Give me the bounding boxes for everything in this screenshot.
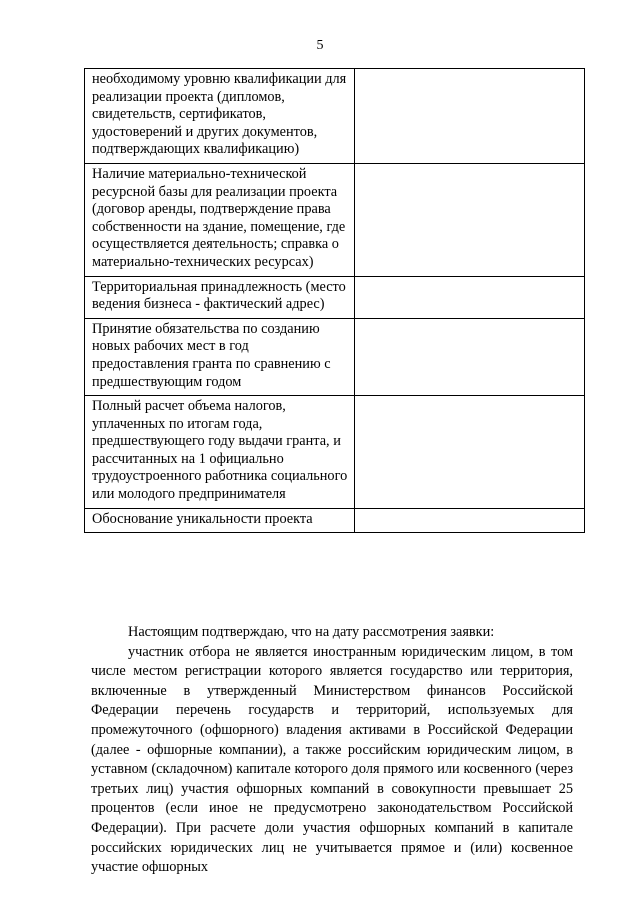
row-value-tax-calculation[interactable] <box>355 396 585 509</box>
table-row <box>85 318 585 395</box>
row-label-territorial-affiliation: Территориальная принадлежность (место ведения бизнеса - фактический адрес) <box>85 276 355 318</box>
row-value-territorial-affiliation[interactable] <box>355 276 585 318</box>
row-label-new-jobs-commitment: Принятие обязательства по созданию новых рабочих мест в год предоставления гранта по сравнению с предшествующим годом <box>85 318 355 395</box>
application-form-table <box>84 68 585 533</box>
row-value-new-jobs-commitment[interactable] <box>355 318 585 395</box>
row-value-project-uniqueness[interactable] <box>355 508 585 533</box>
confirmation-intro: Настоящим подтверждаю, что на дату рассмотрения заявки: <box>128 624 495 640</box>
row-label-tax-calculation: Полный расчет объема налогов, уплаченных по итогам года, предшествующего году выдачи гранта, и рассчитанных на 1 официально трудоустроенного работника социального или молодого предпринимателя <box>85 396 355 509</box>
confirmation-section <box>91 623 573 878</box>
row-value-material-base[interactable] <box>355 163 585 276</box>
row-label-material-base: Наличие материально-технической ресурсной базы для реализации проекта (договор аренды, подтверждение права собственности на здание, помещение, где осуществляется деятельность; справка о материально-технических ресурсах) <box>85 163 355 276</box>
table-row <box>85 276 585 318</box>
page-number: 5 <box>316 38 324 53</box>
table-row <box>85 508 585 533</box>
row-value-qualification-documents[interactable] <box>355 69 585 164</box>
row-label-qualification-documents: необходимому уровню квалификации для реализации проекта (дипломов, свидетельств, сертификатов, удостоверений и других документов, подтверждающих квалификацию) <box>85 69 355 164</box>
table-row <box>85 69 585 164</box>
table-row <box>85 396 585 509</box>
row-label-project-uniqueness: Обоснование уникальности проекта <box>85 508 355 533</box>
confirmation-item-offshore: участник отбора не является иностранным юридическим лицом, в том числе местом регистрации которого является государство или территория, включенные в утвержденный Министерством финансов Российской Федерации перечень государств и территорий, используемых для промежуточного (офшорного) владения активами в Российской Федерации (далее - офшорные компании), а также российским юридическим лицом, в уставном (складочном) капитале которого доля прямого или косвенного (через третьих лиц) участия офшорных компаний в совокупности превышает 25 процентов (если иное не предусмотрено законодательством Российской Федерации). При расчете доли участия офшорных компаний в капитале российских юридических лиц не учитывается прямое и (или) косвенное участие офшорных <box>91 643 573 876</box>
table-row <box>85 163 585 276</box>
